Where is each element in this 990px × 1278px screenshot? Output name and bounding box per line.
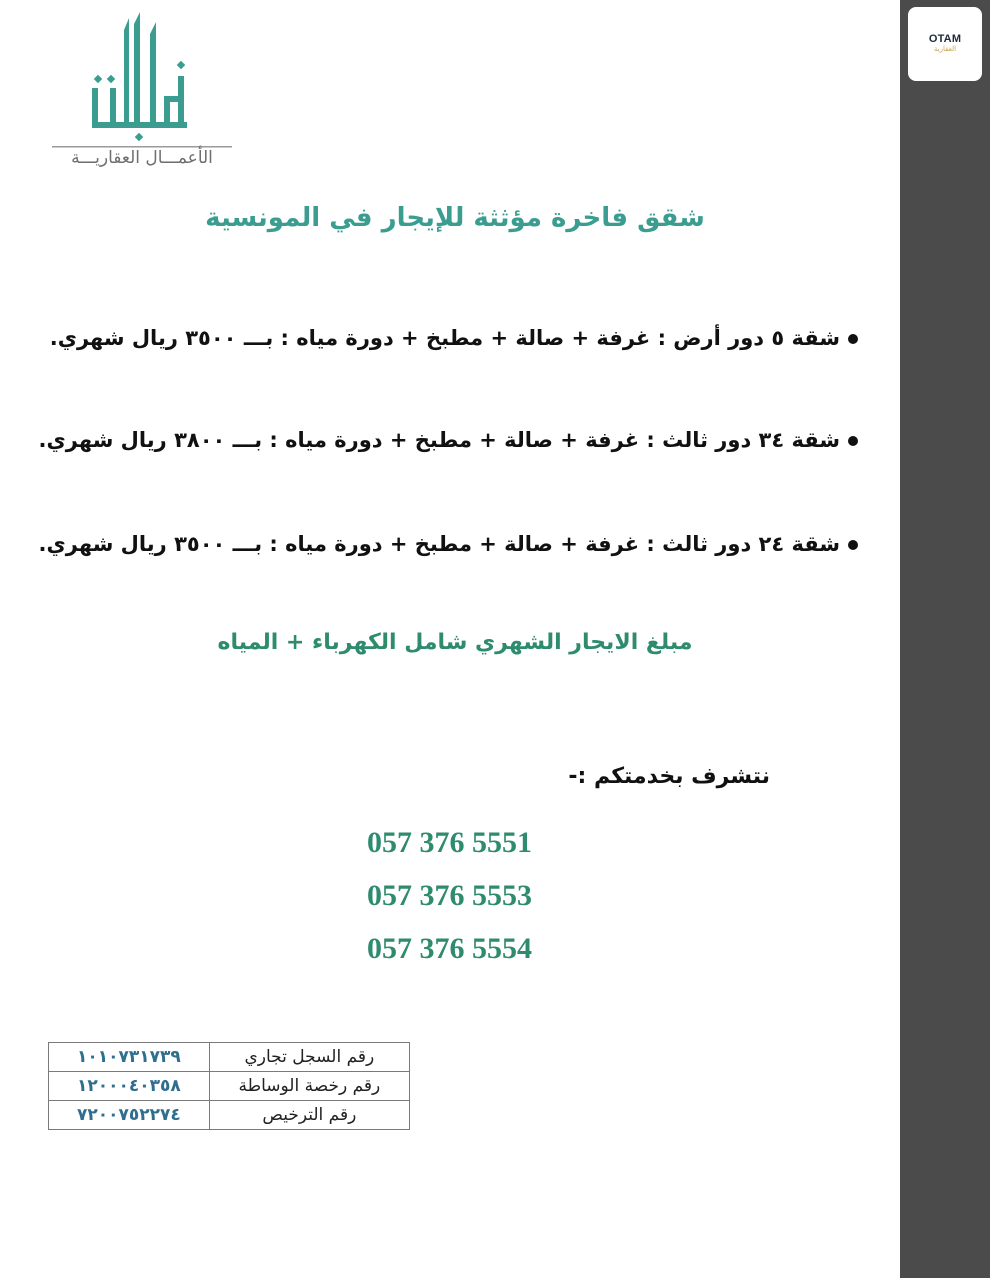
registration-label: رقم الترخيص	[209, 1101, 409, 1130]
phone-list	[367, 816, 532, 975]
page-title: شقق فاخرة مؤثثة للإيجار في المونسية	[205, 203, 705, 233]
side-panel	[900, 0, 990, 1278]
brand-name: OTAM	[928, 33, 962, 45]
registration-value: ٧٢٠٠٧٥٢٢٧٤	[49, 1101, 210, 1130]
company-logo	[52, 10, 232, 175]
listing-text: شقة ٣٤ دور ثالث : غرفة + صالة + مطبخ + دورة مياه : بـــ ٣٨٠٠ ريال شهري.	[38, 428, 840, 452]
listing-item	[38, 428, 858, 452]
table-row	[49, 1101, 410, 1130]
table-row	[49, 1043, 410, 1072]
registration-value: ١٠١٠٧٣١٧٣٩	[49, 1043, 210, 1072]
rent-note: مبلغ الايجار الشهري شامل الكهرباء + المياه	[217, 630, 693, 655]
table-row	[49, 1072, 410, 1101]
logo-subtitle: الأعمـــال العقاريـــة	[71, 148, 213, 168]
phone-number-2[interactable]: 057 376 5553	[367, 879, 532, 912]
contact-label: نتشرف بخدمتكم :-	[568, 764, 770, 789]
brand-badge[interactable]	[908, 7, 982, 81]
phone-number-1[interactable]: 057 376 5551	[367, 826, 532, 859]
listing-item	[38, 532, 858, 556]
brand-subtitle: العقارية	[933, 45, 957, 53]
phone-number-3[interactable]: 057 376 5554	[367, 932, 532, 965]
registration-value: ١٢٠٠٠٤٠٣٥٨	[49, 1072, 210, 1101]
bullet-icon	[848, 334, 858, 344]
registration-label: رقم رخصة الوساطة	[209, 1072, 409, 1101]
listing-text: شقة ٥ دور أرض : غرفة + صالة + مطبخ + دورة مياه : بـــ ٣٥٠٠ ريال شهري.	[49, 326, 840, 350]
listing-item	[38, 326, 858, 350]
bullet-icon	[848, 540, 858, 550]
registration-table	[48, 1042, 410, 1130]
logo-mark-icon	[52, 10, 232, 150]
listing-text: شقة ٢٤ دور ثالث : غرفة + صالة + مطبخ + دورة مياه : بـــ ٣٥٠٠ ريال شهري.	[38, 532, 840, 556]
registration-label: رقم السجل تجاري	[209, 1043, 409, 1072]
bullet-icon	[848, 436, 858, 446]
